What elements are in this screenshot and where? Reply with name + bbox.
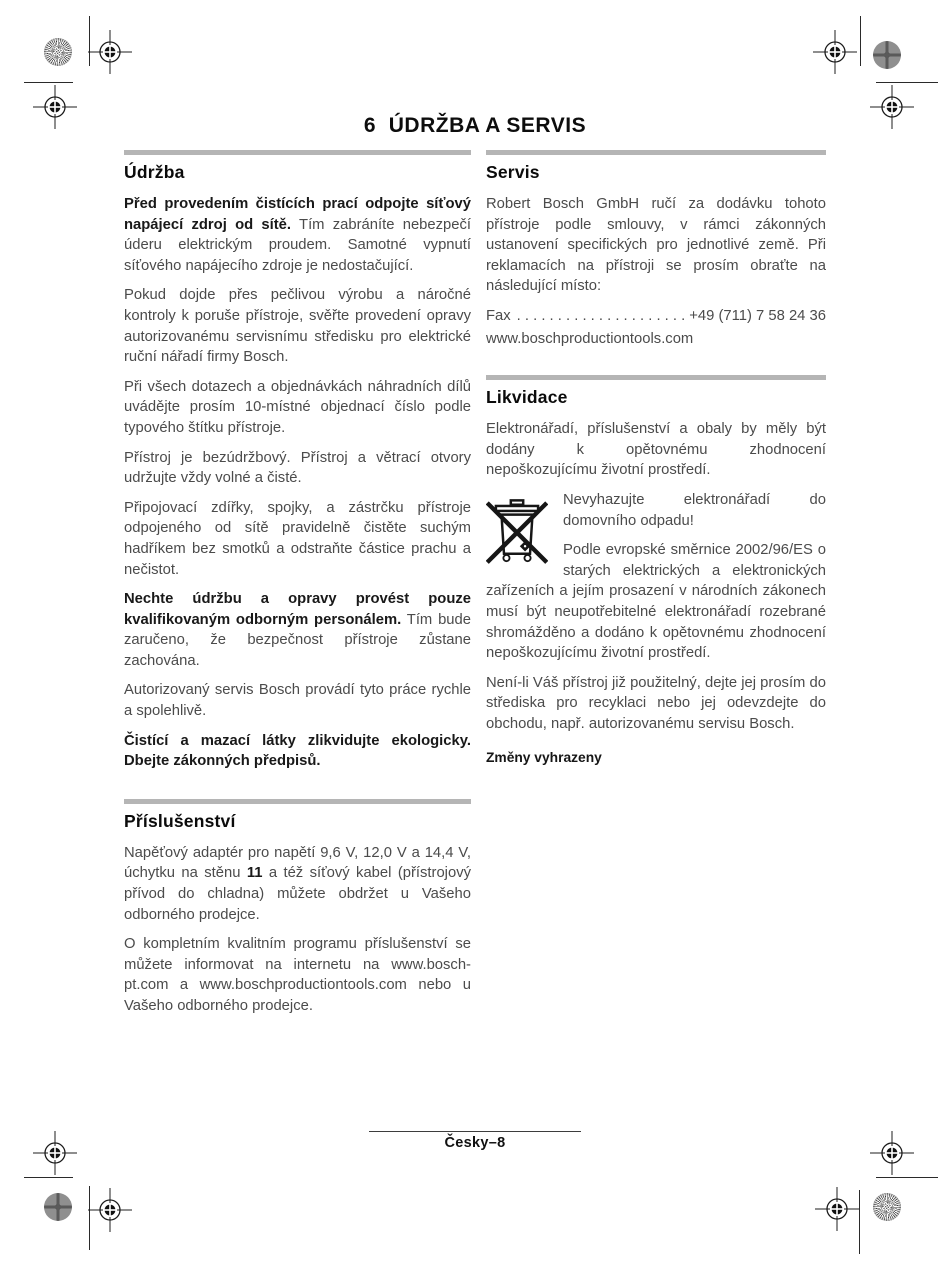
heading-accessories: Příslušenství [124,810,236,831]
section-divider-bar [124,799,471,804]
paragraph: Přístroj je bezúdržbový. Přístroj a větrací otvory udržujte vždy volné a čisté. [124,449,471,487]
changes-reserved-note: Změny vyhrazeny [486,750,602,766]
pattern-color-mark-icon [873,41,901,69]
paragraph: Pokud dojde přes pečlivou výrobu a náročné kontroly k poruše přístroje, svěřte provedení opravy autorizovanému servisnímu středisku pro elektrické ruční nářadí firmy Bosch. [124,287,471,366]
paragraph: O kompletním kvalitním programu příslušenství se můžete informovat na internetu na www.bosch-pt.com a www.boschproductiontools.com nebo u Vašeho odborného prodejce. [124,936,471,1014]
heading-disposal: Likvidace [486,387,568,408]
footer-page-label: Česky–8 [444,1135,506,1151]
paragraph: Nevyhazujte elektronářadí do domovního odpadu! [563,491,826,529]
heading-service: Servis [486,162,540,182]
section-divider-bar [124,150,471,155]
paragraph: Není-li Váš přístroj již použitelný, dejte jej prosím do střediska pro recyklaci nebo jej odevzdejte do obchodu, např. autorizovanému servisu Bosch. [486,674,826,732]
crop-line [876,82,938,83]
fax-label: Fax [486,307,511,324]
bold-lead: Nechte údržbu a opravy provést pouze kvalifikovaným odborným personálem. [124,591,471,628]
crop-line [876,1177,938,1178]
section-divider-bar [486,375,826,380]
paragraph: Podle evropské směrnice 2002/96/ES o starých elektrických a elektronických zařízeních a jejím prosazení v národních zákonech musí být neupotřebitelné elektronářadí rozebrané shromážděno a dodáno k opětovnému zhodnocení nepoškozujícímu životní prostředí. [486,542,826,662]
bold-paragraph: Čistící a mazací látky zlikvidujte ekologicky. Dbejte zákonných předpisů. [124,732,471,770]
pattern-color-mark-icon [44,1193,72,1221]
fax-number: +49 (711) 7 58 24 36 [689,307,826,324]
paragraph: Připojovací zdířky, spojky, a zástrčku přístroje odpojeného od sítě pravidelně čistěte suchým hadříkem bez smotků a odstraňte částice prachu a nečistot. [124,499,471,578]
paragraph [124,731,471,772]
section-maintenance [124,150,471,772]
crop-line [860,16,861,66]
paragraph: Před provedením čistících prací odpojte síťový napájecí zdroj od sítě. Tím zabráníte nebezpečí úderu elektrickým proudem. Samotné vypnutí síťového napájecího zdroje je nedostačující. [124,196,471,274]
heading-maintenance: Údržba [124,162,185,182]
left-column [124,150,471,1039]
registration-mark-icon [815,1187,859,1231]
section-accessories [124,799,471,1017]
section-service [486,150,826,349]
crop-line [24,1177,73,1178]
fax-line [486,306,826,327]
website-text: www.boschproductiontools.com [486,330,694,347]
pinwheel-color-mark-icon [873,1193,901,1221]
section-divider-bar [486,150,826,155]
page-footer [0,1131,950,1151]
pinwheel-color-mark-icon [44,38,72,66]
disposal-callout [486,490,826,664]
page-title: 6 ÚDRŽBA A SERVIS [363,114,587,137]
crop-line [859,1190,860,1254]
paragraph: Nechte údržbu a opravy provést pouze kvalifikovaným odborným personálem. Tím bude zaručeno, že bezpečnost přístroje zůstane zachována. [124,591,471,669]
dot-leader: . . . . . . . . . . . . . . . . . . . . . [516,307,686,324]
registration-mark-icon [88,1188,132,1232]
footer-divider [369,1131,581,1132]
paragraph: Autorizovaný servis Bosch provádí tyto práce rychle a spolehlivě. [124,682,471,720]
callout-number: 11 [246,865,263,882]
paragraph: Robert Bosch GmbH ručí za dodávku tohoto přístroje podle smlouvy, v rámci zákonných ustanovení specifických pro jednotlivé země. Při reklamacích na přístroji se prosím obraťte na následující místo: [486,196,826,295]
crop-line [24,82,73,83]
bold-lead: Před provedením čistících prací odpojte síťový napájecí zdroj od sítě. [124,196,471,233]
registration-mark-icon [813,30,857,74]
paragraph: Při všech dotazech a objednávkách náhradních dílů uvádějte prosím 10-místné objednací číslo podle typového štítku přístroje. [124,378,471,436]
weee-crossed-out-bin-icon [486,492,548,572]
right-column [486,150,826,787]
section-disposal [486,375,826,765]
paragraph: Napěťový adaptér pro napětí 9,6 V, 12,0 V a 14,4 V, úchytku na stěnu 11 a též síťový kabel (přístrojový přívod do chladna) můžete obdržet u Vašeho odborného prodejce. [124,844,471,923]
paragraph: Elektronářadí, příslušenství a obaly by měly být dodány k opětovnému zhodnocení nepoškozujícímu životní prostředí. [486,421,826,479]
registration-mark-icon [88,30,132,74]
